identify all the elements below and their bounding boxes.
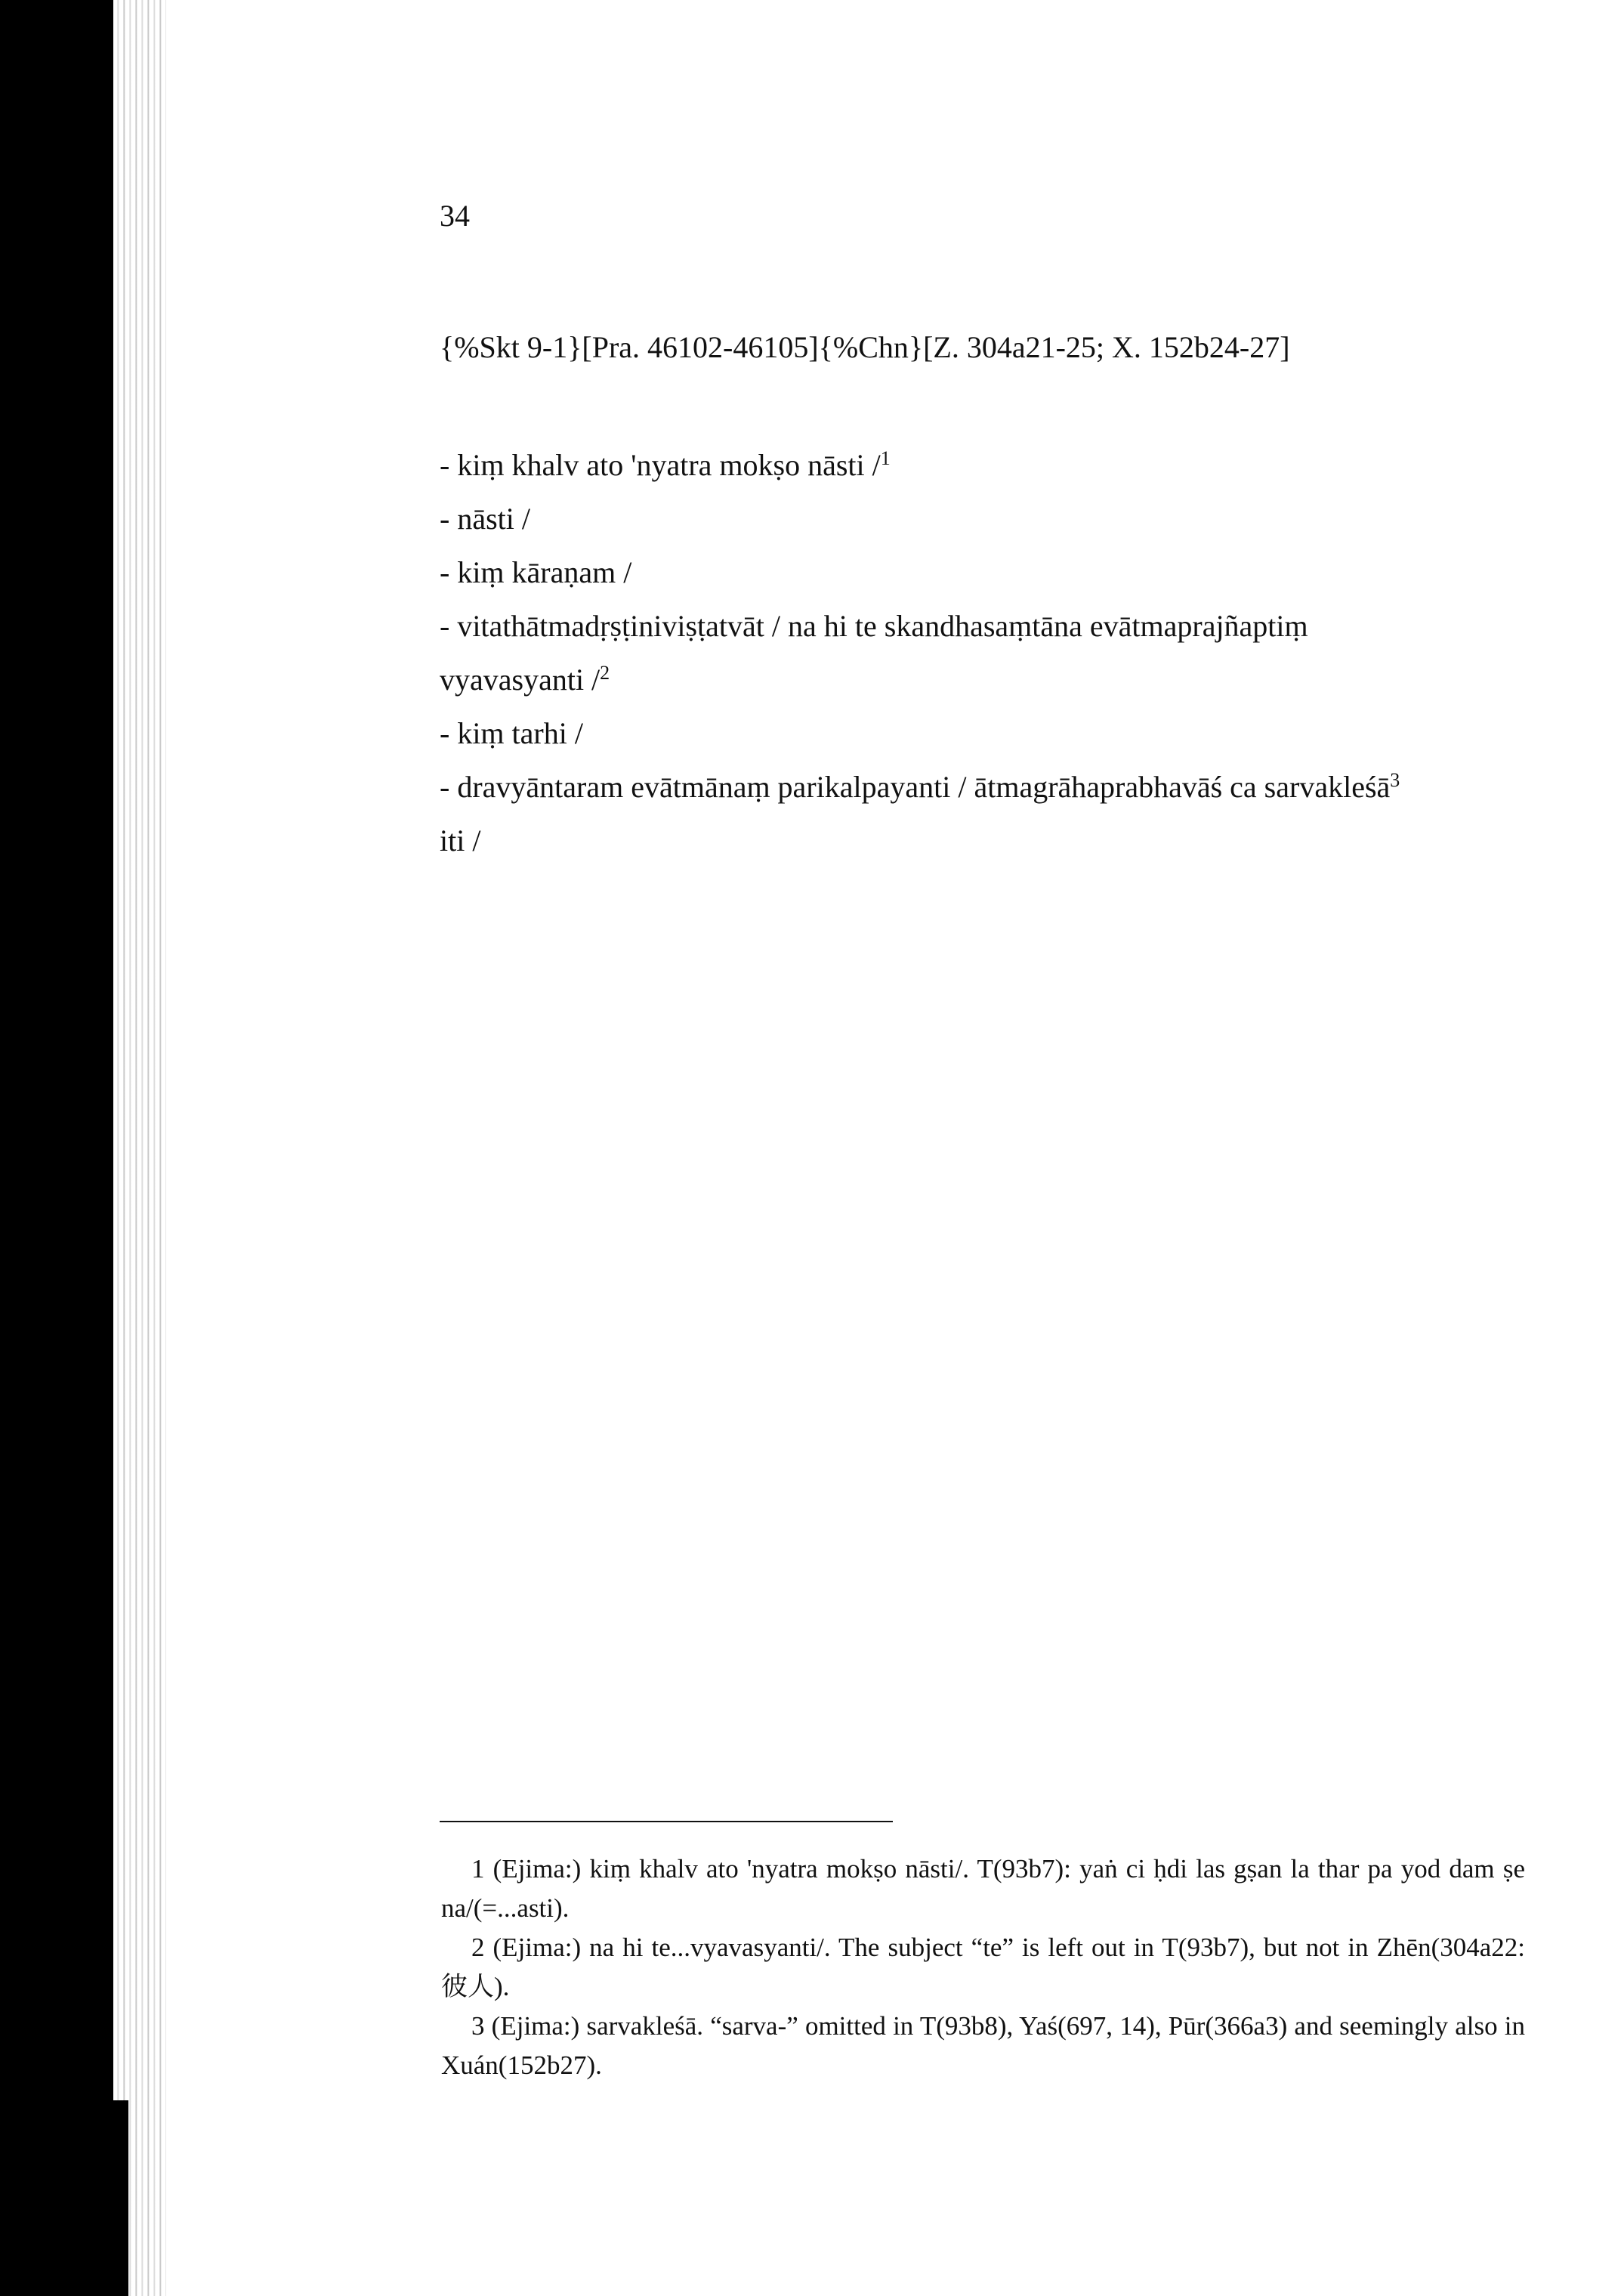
main-text (440, 438, 1527, 867)
footnote-separator (440, 1821, 893, 1822)
source-reference: {%Skt 9-1}[Pra. 46102-46105]{%Chn}[Z. 304a21-25; X. 152b24-27] (440, 330, 1290, 364)
footnote: 2 (Ejima:) na hi te...vyavasyanti/. The subject “te” is left out in T(93b7), but not in Zhēn(304a22: 彼人). (441, 1933, 1525, 2001)
scan-corner-shadow (0, 2100, 128, 2296)
text-line: - kiṃ tarhi / (440, 716, 583, 750)
footnote-mark: 2 (600, 662, 610, 684)
text-line: vyavasyanti /$^2$ (440, 662, 610, 697)
text-line: - dravyāntaram evātmānaṃ parikalpayanti / ātmagrāhaprabhavāś ca sarvakleśā$^3$ (440, 769, 1400, 804)
text-line: - kiṃ kāraṇam / (440, 555, 632, 589)
text-line: - nāsti / (440, 502, 530, 536)
text-line: - kiṃ khalv ato 'nyatra mokṣo nāsti /$^1$ (440, 447, 891, 482)
footnote-mark: 1 (880, 447, 891, 469)
footnotes (441, 1849, 1525, 2085)
scan-binding-shadow (113, 0, 166, 2296)
footnote: 1 (Ejima:) kiṃ khalv ato 'nyatra mokṣo nāsti/. T(93b7): yaṅ ci ḥdi las gṣan la thar pa yod dam ṣe na/(=...asti). (441, 1854, 1525, 1923)
page-number: 34 (440, 199, 470, 233)
footnote-mark: 3 (1390, 769, 1400, 791)
footnote: 3 (Ejima:) sarvakleśā. “sarva-” omitted in T(93b8), Yaś(697, 14), Pūr(366a3) and seemingly also in Xuán(152b27). (441, 2011, 1525, 2080)
text-line: iti / (440, 824, 481, 858)
scan-binding-edge (0, 0, 113, 2296)
text-line: - vitathātmadṛṣṭiniviṣṭatvāt / na hi te skandhasaṃtāna evātmaprajñaptiṃ (440, 609, 1308, 643)
